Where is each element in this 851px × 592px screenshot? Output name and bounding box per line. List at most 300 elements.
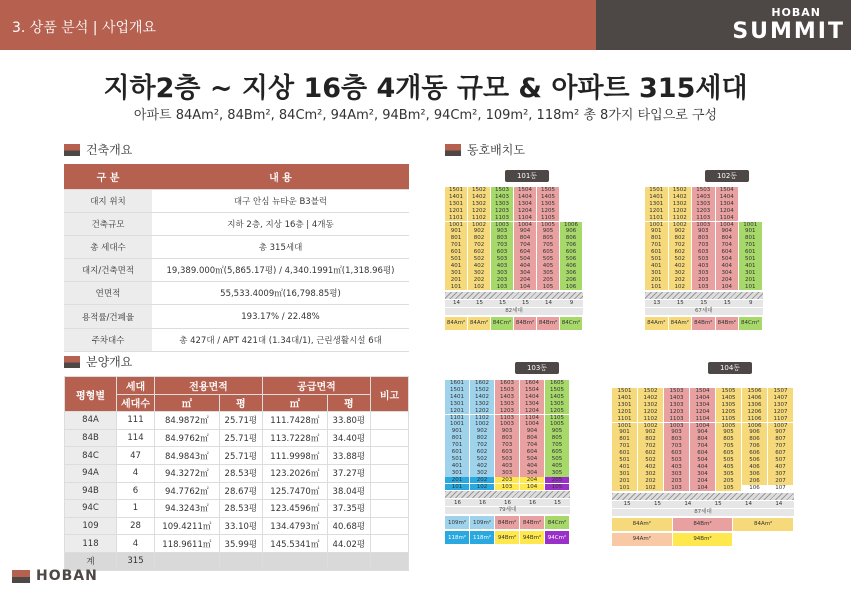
unit-cell: 1002 [470,421,494,428]
overview-value: 19,389.000㎡(5,865.17평) / 4,340.1991㎡(1,318.96평) [152,259,409,282]
unit-cell: 404 [520,463,544,470]
sales-cell: 28.53평 [219,500,262,518]
unit-cell: 505 [545,456,569,463]
unit-cell: 1203 [491,208,513,215]
type-cell: 84Am² [645,317,668,330]
unit-cell: 604 [690,450,715,457]
unit-cell: 1501 [445,387,469,394]
unit-cell: 301 [739,270,762,277]
unit-cell: 1102 [470,415,494,422]
overview-row [64,305,409,328]
unit-cell: 1301 [645,201,668,208]
unit-cell: 702 [470,442,494,449]
type-cell: 84Bm² [692,317,715,330]
unit-cell: 1506 [742,388,767,395]
unit-cell: 1305 [537,201,559,208]
sales-cell: 111 [117,412,155,430]
unit-cell: 705 [545,442,569,449]
sales-cell: 4 [117,535,155,553]
unit-cell: 601 [445,449,469,456]
overview-value: 총 315세대 [152,235,409,258]
count-cell: 15 [491,300,514,307]
sales-cell: 6 [117,482,155,500]
type-cell: 84Bm² [520,516,544,529]
unit-cell: 501 [739,256,762,263]
unit-cell: 1503 [491,187,513,194]
sales-row [65,464,409,482]
unit-cell: 1404 [716,194,739,201]
unit-cell: 606 [560,249,582,256]
unit-cell: 1405 [545,394,569,401]
overview-label: 용적률/건폐율 [64,305,152,328]
unit-cell: 902 [470,428,494,435]
unit-cell: 701 [739,242,762,249]
unit-cell: 1202 [468,208,490,215]
unit-cell: 303 [692,270,715,277]
unit-cell: 1301 [612,402,637,409]
unit-cell: 1103 [664,416,689,423]
unit-cell: 707 [768,443,793,450]
unit-cell: 202 [669,277,692,284]
unit-cell: 102 [638,485,663,492]
type-cell: 84Cm² [560,317,582,330]
unit-cell: 101 [445,284,467,291]
unit-cell: 603 [692,249,715,256]
unit-cell: 1204 [716,208,739,215]
count-cell: 15 [612,501,642,508]
unit-cell: 904 [520,428,544,435]
unit-cell: 701 [445,242,467,249]
unit-cell: 401 [612,464,637,471]
overview-label: 대지/건축면적 [64,259,152,282]
unit-cell: 501 [645,256,668,263]
unit-cell: 901 [612,429,637,436]
sales-cell: 94.7762㎡ [155,482,220,500]
unit-cell: 802 [638,436,663,443]
unit-cell: 1103 [491,215,513,222]
col-value: 내 용 [152,164,409,189]
unit-cell: 701 [645,242,668,249]
unit-cell: 903 [491,228,513,235]
logo-top: HOBAN [771,6,821,19]
unit-cell: 603 [491,249,513,256]
unit-cell: 403 [495,463,519,470]
unit-cell: 906 [560,228,582,235]
unit-cell: 905 [545,428,569,435]
unit-cell: 1307 [768,402,793,409]
unit-cell: 603 [495,449,519,456]
unit-cell: 405 [716,464,741,471]
hatch-row [445,292,583,299]
unit-cell: 906 [742,429,767,436]
unit-cell: 701 [445,442,469,449]
overview-value: 193.17% / 22.48% [152,305,409,328]
sales-cell: 114 [117,429,155,447]
h-excl: 전용면적 [155,377,263,395]
top-bar [0,0,851,50]
h-m2: ㎡ [262,394,327,412]
unit-cell: 1303 [664,402,689,409]
sales-cell: 28.67평 [219,482,262,500]
sales-cell: 125.7470㎡ [262,482,327,500]
unit-cell: 306 [742,471,767,478]
sales-note [371,517,409,535]
unit-cell: 104 [520,484,544,491]
count-cell: 15 [642,501,672,508]
floor-footer: 67세대 [645,308,763,315]
col-label: 구 분 [64,164,152,189]
count-cell: 15 [703,501,733,508]
sales-cell: 111.9998㎡ [262,447,327,465]
unit-cell: 502 [470,456,494,463]
unit-cell: 905 [716,429,741,436]
unit-cell: 1102 [638,416,663,423]
unit-cell: 1501 [445,187,467,194]
unit-cell: 505 [716,457,741,464]
overview-label: 건축규모 [64,212,152,235]
sales-cell: 94C [65,500,117,518]
sales-cell: 25.71평 [219,412,262,430]
unit-cell: 1402 [470,394,494,401]
unit-cell: 503 [692,256,715,263]
sales-cell: 33.88평 [327,447,370,465]
unit-cell: 901 [739,228,762,235]
unit-cell: 1204 [520,408,544,415]
unit-cell: 1201 [645,208,668,215]
unit-cell: 605 [545,449,569,456]
unit-cell: 105 [545,484,569,491]
unit-cell: 1106 [742,416,767,423]
sales-cell: 94A [65,464,117,482]
sales-note [371,535,409,553]
sales-row [65,447,409,465]
type-cell: 109m² [445,516,469,529]
sales-cell: 84.9872㎡ [155,412,220,430]
sales-table [64,376,409,571]
unit-cell: 904 [514,228,536,235]
unit-cell: 303 [664,471,689,478]
unit-cell: 104 [716,284,739,291]
unit-cell: 1203 [664,409,689,416]
sales-cell: 94.3243㎡ [155,500,220,518]
unit-cell: 1105 [545,415,569,422]
unit-cell: 905 [537,228,559,235]
unit-cell: 406 [560,263,582,270]
unit-cell: 201 [612,478,637,485]
unit-cell: 1504 [520,387,544,394]
count-cell: 14 [537,300,560,307]
unit-cell: 704 [690,443,715,450]
type-cell: 94Bm² [673,533,733,546]
unit-cell: 1001 [445,421,469,428]
h-supply: 공급면적 [262,377,370,395]
unit-cell: 1407 [768,395,793,402]
type-cell: 118m² [445,531,469,544]
overview-row [64,282,409,305]
unit-cell: 701 [612,443,637,450]
unit-cell: 1404 [514,194,536,201]
count-cell: 14 [673,501,703,508]
unit-cell: 1402 [468,194,490,201]
unit-cell: 804 [690,436,715,443]
count-cell: 14 [733,501,763,508]
unit-cell: 203 [495,477,519,484]
unit-cell: 1002 [669,222,692,229]
sales-row [65,412,409,430]
unit-cell: 1402 [638,395,663,402]
unit-cell: 1405 [716,395,741,402]
sales-total-row [65,552,409,570]
h-py: 평 [219,394,262,412]
unit-cell: 1305 [716,402,741,409]
unit-cell: 404 [514,263,536,270]
type-cell: 84Am² [669,317,692,330]
unit-cell: 503 [491,256,513,263]
sales-cell: 123.4596㎡ [262,500,327,518]
unit-cell: 1302 [468,201,490,208]
unit-cell: 803 [692,235,715,242]
overview-label: 총 세대수 [64,235,152,258]
building-label: 102동 [705,170,749,182]
unit-cell: 506 [560,256,582,263]
unit-cell: 1403 [491,194,513,201]
sales-cell: 84A [65,412,117,430]
unit-cell: 1202 [669,208,692,215]
unit-cell: 206 [742,478,767,485]
unit-cell: 201 [445,277,467,284]
bullet-icon [445,144,461,156]
h-units-sub: 세대수 [117,394,155,412]
unit-cell: 1104 [690,416,715,423]
unit-cell: 203 [692,277,715,284]
unit-cell: 803 [664,436,689,443]
sales-cell: 33.10평 [219,517,262,535]
sales-heading-text: 분양개요 [86,355,133,369]
unit-cell: 202 [468,277,490,284]
unit-cell: 503 [664,457,689,464]
unit-cell: 902 [669,228,692,235]
unit-cell: 1203 [495,408,519,415]
unit-cell: 703 [692,242,715,249]
unit-cell: 103 [692,284,715,291]
logo-main: SUMMIT [732,19,845,44]
unit-cell: 1401 [645,194,668,201]
unit-cell: 103 [491,284,513,291]
bullet-icon [64,356,80,368]
sales-cell: 118 [65,535,117,553]
sales-cell: 109.4211㎡ [155,517,220,535]
unit-cell: 1401 [445,194,467,201]
unit-cell: 406 [742,464,767,471]
total-units: 315 [117,552,155,570]
unit-cell: 1302 [638,402,663,409]
unit-cell: 302 [638,471,663,478]
sales-row [65,429,409,447]
unit-cell: 1406 [742,395,767,402]
sales-note [371,482,409,500]
sales-heading [64,353,132,370]
unit-cell: 703 [495,442,519,449]
unit-cell: 1305 [545,401,569,408]
unit-cell: 903 [664,429,689,436]
sales-cell: 84.9762㎡ [155,429,220,447]
sales-row [65,517,409,535]
unit-cell: 105 [716,485,741,492]
unit-cell: 204 [716,277,739,284]
unit-cell: 103 [664,485,689,492]
unit-cell: 901 [645,228,668,235]
unit-cell: 1201 [445,208,467,215]
unit-cell: 1007 [768,423,793,430]
unit-cell: 803 [491,235,513,242]
type-cell: 118m² [470,531,494,544]
total-empty [371,552,409,570]
unit-cell: 403 [664,464,689,471]
unit-cell: 101 [645,284,668,291]
unit-cell: 1201 [612,409,637,416]
sales-cell: 109 [65,517,117,535]
unit-cell: 304 [716,270,739,277]
unit-cell: 1104 [520,415,544,422]
unit-cell: 901 [445,228,467,235]
sales-cell: 34.40평 [327,429,370,447]
unit-cell: 305 [545,470,569,477]
unit-cell: 304 [690,471,715,478]
unit-cell: 301 [612,471,637,478]
unit-cell: 301 [445,470,469,477]
unit-cell: 602 [669,249,692,256]
unit-cell: 1404 [690,395,715,402]
unit-cell: 105 [537,284,559,291]
unit-cell: 1102 [669,215,692,222]
unit-cell: 1502 [669,187,692,194]
unit-cell: 1504 [716,187,739,194]
unit-cell: 301 [445,270,467,277]
unit-cell: 1602 [470,380,494,387]
unit-cell: 805 [716,436,741,443]
type-cell: 84Am² [468,317,490,330]
unit-cell: 802 [669,235,692,242]
sales-row [65,482,409,500]
sales-cell: 113.7228㎡ [262,429,327,447]
unit-cell: 1001 [445,222,467,229]
unit-cell: 505 [537,256,559,263]
hoban-logo-icon [12,570,30,583]
unit-cell: 1101 [445,215,467,222]
unit-cell: 1504 [690,388,715,395]
hatch-row [612,493,794,500]
count-cell: 15 [716,300,740,307]
sales-cell: 4 [117,464,155,482]
unit-cell: 1604 [520,380,544,387]
sales-cell: 1 [117,500,155,518]
unit-cell: 702 [669,242,692,249]
overview-heading [64,141,132,158]
unit-cell: 201 [645,277,668,284]
unit-cell: 606 [742,450,767,457]
unit-cell: 401 [445,463,469,470]
sales-note [371,412,409,430]
unit-cell: 1202 [470,408,494,415]
overview-value: 55,533.4009㎡(16,798.85평) [152,282,409,305]
unit-cell: 1502 [638,388,663,395]
unit-cell: 603 [664,450,689,457]
unit-cell: 1502 [470,387,494,394]
unit-cell: 1402 [669,194,692,201]
unit-cell: 1104 [514,215,536,222]
unit-cell: 1505 [545,387,569,394]
unit-cell: 1101 [445,415,469,422]
unit-cell: 104 [514,284,536,291]
unit-cell: 502 [468,256,490,263]
h-note: 비고 [371,377,409,412]
unit-cell: 904 [690,429,715,436]
unit-cell: 204 [520,477,544,484]
unit-cell: 204 [690,478,715,485]
sales-row [65,535,409,553]
overview-heading-text: 건축개요 [86,143,133,157]
unit-cell: 1503 [664,388,689,395]
unit-cell: 1501 [612,388,637,395]
unit-cell: 706 [742,443,767,450]
overview-label: 연면적 [64,282,152,305]
unit-cell: 704 [716,242,739,249]
count-cell: 15 [468,300,491,307]
count-cell: 13 [645,300,669,307]
unit-cell: 607 [768,450,793,457]
unit-cell: 306 [560,270,582,277]
h-m2: ㎡ [155,394,220,412]
unit-cell: 102 [468,284,490,291]
unit-cell: 1203 [692,208,715,215]
type-cell: 84Bm² [514,317,536,330]
type-cell: 84Am² [612,518,672,531]
unit-cell: 205 [545,477,569,484]
unit-cell: 804 [514,235,536,242]
unit-cell: 1001 [739,222,762,229]
overview-row [64,212,409,235]
unit-cell: 1103 [692,215,715,222]
floor-footer: 82세대 [445,308,583,315]
unit-cell: 1003 [495,421,519,428]
unit-cell: 605 [716,450,741,457]
type-cell: 94Bm² [495,531,519,544]
sales-note [371,500,409,518]
unit-cell: 1206 [742,409,767,416]
unit-cell: 204 [514,277,536,284]
unit-cell: 804 [716,235,739,242]
unit-cell: 407 [768,464,793,471]
unit-cell: 804 [520,435,544,442]
type-cell: 94Am² [612,533,672,546]
count-cell: 15 [514,300,537,307]
sales-cell: 118.9611㎡ [155,535,220,553]
unit-cell: 1101 [645,215,668,222]
count-cell: 14 [764,501,794,508]
overview-label: 대지 위치 [64,189,152,212]
unit-cell: 1006 [560,222,582,229]
unit-cell: 1205 [716,409,741,416]
unit-cell: 502 [638,457,663,464]
unit-cell: 803 [495,435,519,442]
unit-cell: 1005 [545,421,569,428]
unit-cell: 202 [470,477,494,484]
unit-cell: 504 [690,457,715,464]
unit-cell: 302 [470,470,494,477]
footer-logo [12,568,98,584]
unit-cell: 706 [560,242,582,249]
unit-cell: 705 [716,443,741,450]
